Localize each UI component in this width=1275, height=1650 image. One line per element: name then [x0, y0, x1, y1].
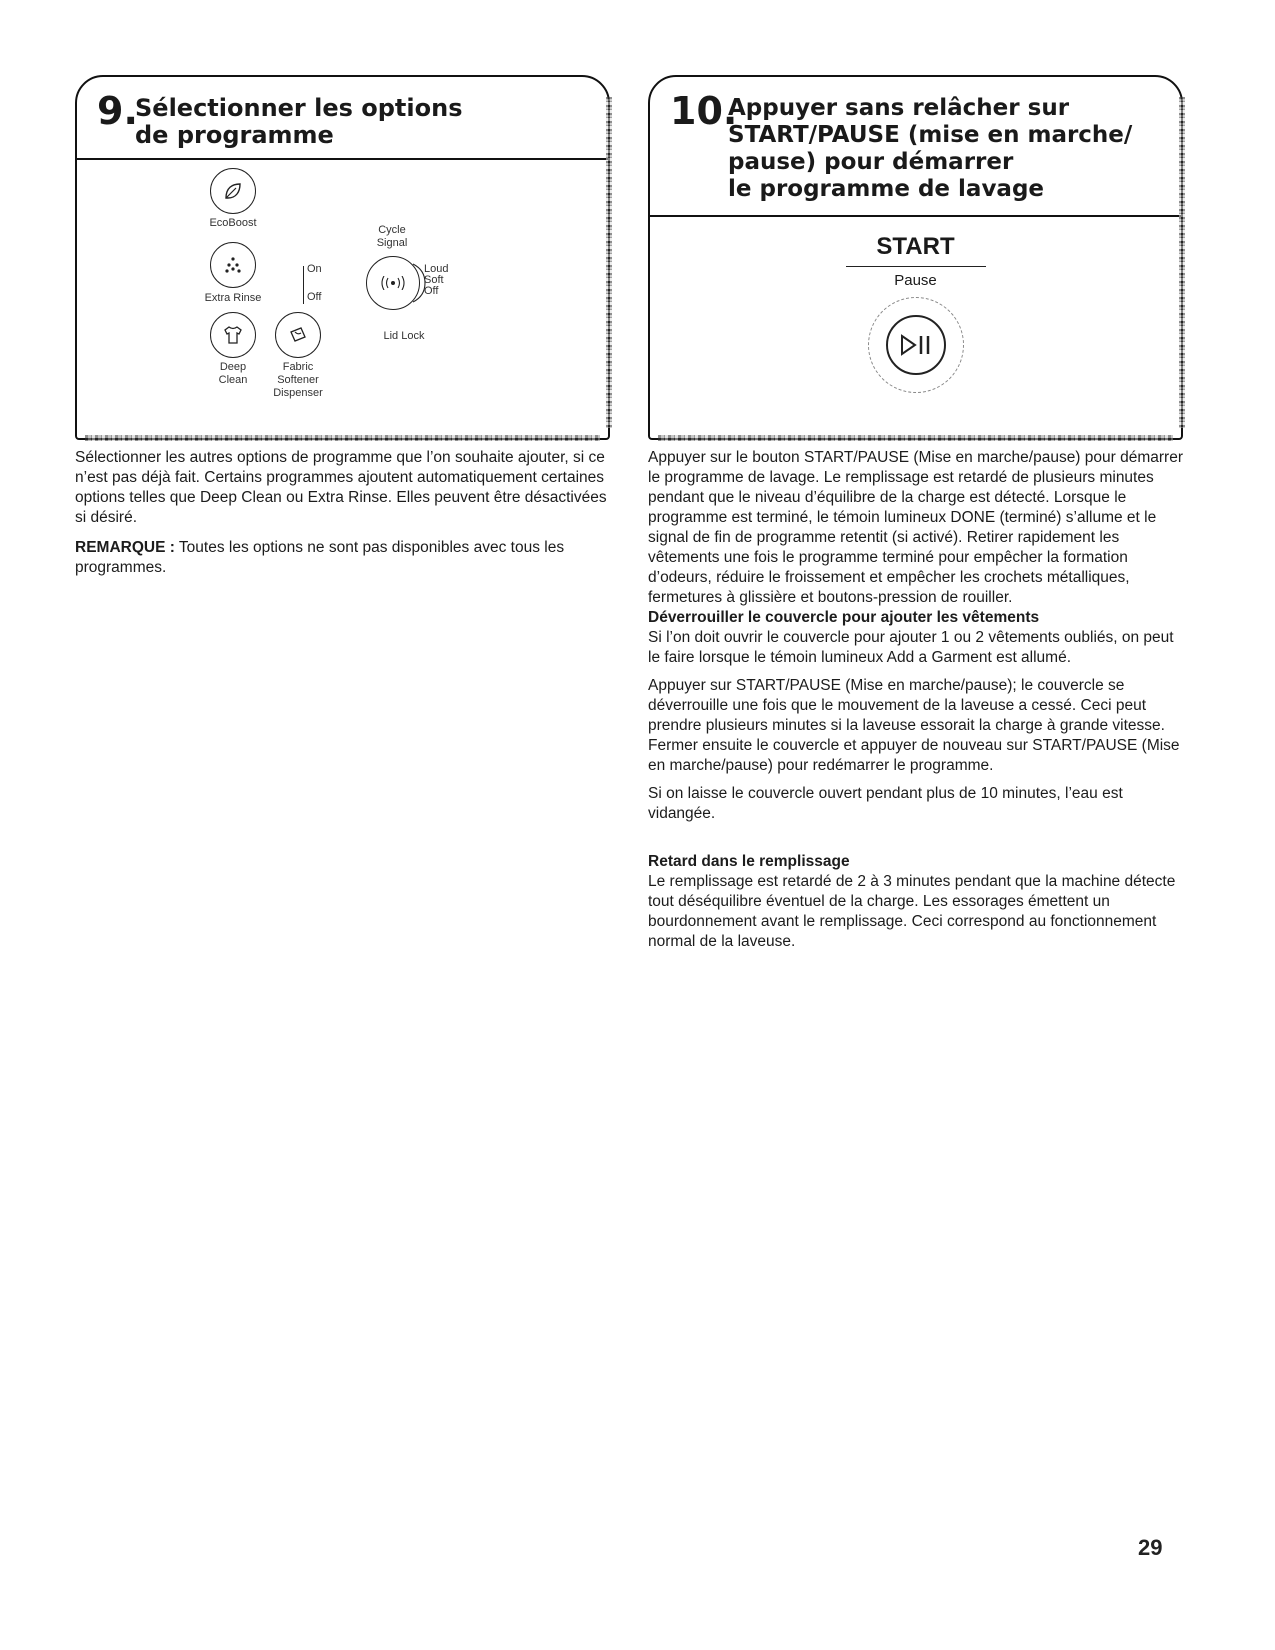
ecoboost-button — [210, 168, 256, 214]
step9-text — [75, 448, 610, 588]
ecoboost-label: EcoBoost — [209, 217, 257, 229]
start-pause-illustration — [650, 217, 1181, 438]
start-label: START — [876, 233, 955, 260]
step10-title: Appuyer sans relâcher sur START/PAUSE (mise en marche/ pause) pour démarrer le programme de lavage — [728, 95, 1133, 202]
step10-box — [648, 75, 1183, 440]
off-label: Off — [307, 291, 322, 303]
press-text: Appuyer sur START/PAUSE (Mise en marche/pause); le couvercle se déverrouille une fois que le mouvement de la laveuse a cessé. Ceci peut prendre plusieurs minutes si la laveuse essorait la charge à grande vitesse. Fermer ensuite le couvercle et appuyer de nouveau sur START/PAUSE (Mise en marche/pause) pour redémarrer le programme. — [648, 677, 1180, 774]
scan-artifact-side — [606, 97, 612, 428]
extra-rinse-label: Extra Rinse — [204, 292, 262, 304]
step9-body: Sélectionner les autres options de programme que l’on souhaite ajouter, si ce n’est pas déjà fait. Certains programmes ajoutent automatiquement certaines options telles que Deep Clean ou Extra Rinse. Elles peuvent être désactivées si désiré. — [75, 449, 607, 526]
signal-off-label: Off — [424, 285, 439, 297]
fabric-softener-button — [275, 312, 321, 358]
remark-label: REMARQUE : — [75, 539, 175, 556]
water-drops-icon — [222, 254, 244, 276]
scan-artifact-side — [1179, 97, 1185, 428]
step9-number: 9. — [97, 89, 138, 133]
delay-text: Le remplissage est retardé de 2 à 3 minutes pendant que la machine détecte tout déséquilibre éventuel de la charge. Les essorages émettent un bourdonnement avant le remplissage. Ceci correspond au fonctionnement normal de la laveuse. — [648, 873, 1176, 950]
on-label: On — [307, 263, 322, 275]
lid-lock-label: Lid Lock — [383, 330, 425, 342]
step9-box — [75, 75, 610, 440]
leaf-icon — [222, 180, 244, 202]
step10-number: 10. — [670, 89, 738, 133]
sound-icon — [380, 276, 406, 290]
cycle-signal-label: Cycle Signal — [376, 224, 408, 249]
step9-title: Sélectionner les options de programme — [135, 94, 463, 149]
step10-text — [648, 448, 1188, 952]
page-number: 29 — [1138, 1535, 1163, 1560]
loud-label: Loud — [424, 263, 449, 275]
scan-artifact-bottom — [85, 435, 600, 441]
extra-rinse-button — [210, 242, 256, 288]
remark-text: Toutes les options ne sont pas disponibles avec tous les programmes. — [75, 539, 565, 576]
on-off-indicator-line — [303, 266, 304, 304]
deep-clean-label: Deep Clean — [218, 361, 248, 386]
softener-icon — [286, 323, 310, 347]
play-pause-icon — [899, 332, 933, 358]
open-lid-text: Si on laisse le couvercle ouvert pendant plus de 10 minutes, l’eau est vidangée. — [648, 785, 1123, 822]
soft-label: Soft — [424, 274, 444, 286]
step9-header — [77, 77, 608, 160]
start-underline — [846, 266, 986, 267]
deep-clean-button — [210, 312, 256, 358]
unlock-heading: Déverrouiller le couvercle pour ajouter les vêtements — [648, 609, 1040, 626]
control-panel-illustration — [77, 160, 608, 438]
scan-artifact-bottom — [658, 435, 1173, 441]
fabric-softener-label: Fabric Softener Dispenser — [273, 361, 323, 399]
delay-heading: Retard dans le remplissage — [648, 853, 850, 870]
step9-remark — [75, 538, 610, 578]
start-pause-button — [886, 315, 946, 375]
step10-body1: Appuyer sur le bouton START/PAUSE (Mise en marche/pause) pour démarrer le programme de lavage. Le remplissage est retardé de plusieurs minutes pendant que le niveau d’équilibre de la charge est détecté. Lorsque le programme est terminé, le témoin lumineux DONE (terminé) s’allume et le signal de fin de programme retentit (si activé). Retirer rapidement les vêtements une fois le programme terminé pour empêcher la formation d’odeurs, réduire le froissement et empêcher les crochets métalliques, fermetures à glissière et boutons-pression de rouiller. — [648, 449, 1183, 606]
shirt-icon — [221, 323, 245, 347]
unlock-text: Si l’on doit ouvrir le couvercle pour ajouter 1 ou 2 vêtements oubliés, on peut le faire lorsque le témoin lumineux Add a Garment est allumé. — [648, 629, 1174, 666]
step10-header — [650, 77, 1181, 217]
pause-label: Pause — [894, 272, 937, 289]
